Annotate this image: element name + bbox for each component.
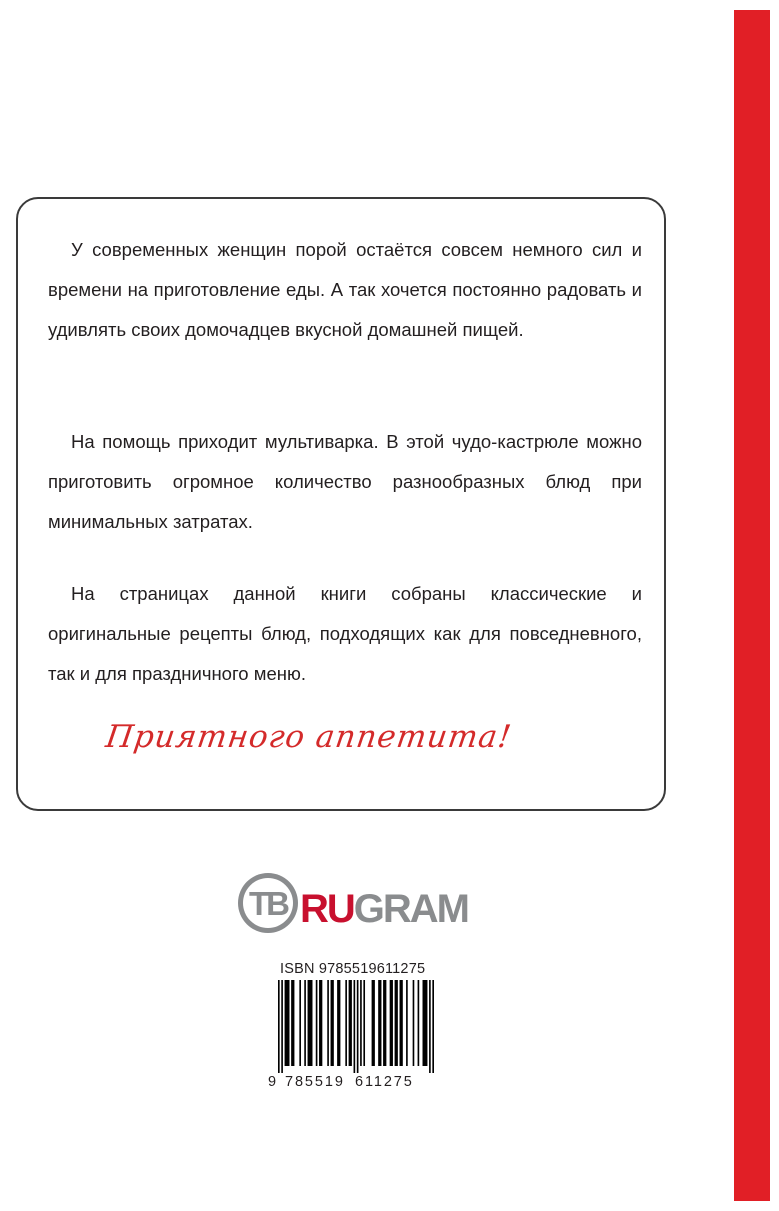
- annotation-paragraph-3: На страницах данной книги собраны классические и оригинальные рецепты блюд, подходящих как для повседневного, так и для праздничного меню.: [48, 583, 642, 684]
- barcode-bar: [423, 980, 428, 1066]
- barcode-bar: [400, 980, 403, 1066]
- barcode-bar: [299, 980, 301, 1066]
- barcode-bar: [360, 980, 362, 1066]
- barcode-bar: [383, 980, 386, 1066]
- annotation-paragraph-2: На помощь приходит мультиварка. В этой чудо-кастрюле можно приготовить огромное количество разнообразных блюд при минимальных затратах.: [48, 431, 642, 532]
- barcode-guard-bar: [354, 980, 356, 1073]
- isbn-barcode: [268, 980, 434, 1073]
- annotation-paragraph-1: У современных женщин порой остаётся совсем немного сил и времени на приготовление еды. А так хочется постоянно радовать и удивлять своих домочадцев вкусной домашней пищей.: [48, 239, 642, 340]
- spine-red-strip: [734, 10, 770, 1201]
- barcode-bar: [390, 980, 393, 1066]
- barcode-bar: [331, 980, 334, 1066]
- barcode-guard-bar: [429, 980, 431, 1073]
- barcode-bar: [406, 980, 408, 1066]
- barcode-bar: [363, 980, 365, 1066]
- annotation-box: [16, 197, 666, 811]
- barcode-bar: [327, 980, 329, 1066]
- signature-bon-appetit: Приятного аппетита!: [103, 719, 515, 755]
- barcode-digit-first: 9: [268, 1074, 277, 1090]
- barcode-bar: [349, 980, 352, 1066]
- logo-badge-letters: TB: [249, 885, 287, 922]
- barcode-bar: [413, 980, 415, 1066]
- barcode-bar: [319, 980, 322, 1066]
- barcode-bar: [395, 980, 398, 1066]
- barcode-bar: [304, 980, 306, 1066]
- barcode-bar: [291, 980, 294, 1066]
- isbn-label: ISBN 9785519611275: [280, 961, 426, 977]
- rugram-logo: [236, 870, 468, 936]
- barcode-bar: [285, 980, 290, 1066]
- barcode-guard-bar: [281, 980, 283, 1073]
- barcode-guard-bar: [278, 980, 280, 1073]
- barcode-digits: [268, 1074, 434, 1098]
- barcode-digits-right: 611275: [355, 1074, 414, 1090]
- barcode-bar: [345, 980, 347, 1066]
- barcode-bar: [308, 980, 313, 1066]
- barcode-guard-bar: [432, 980, 434, 1073]
- barcode-bar: [378, 980, 381, 1066]
- barcode-bar: [418, 980, 420, 1066]
- barcode-digits-left: 785519: [285, 1074, 345, 1090]
- barcode-bar: [372, 980, 375, 1066]
- barcode-bar: [316, 980, 318, 1066]
- barcode-guard-bar: [357, 980, 359, 1073]
- barcode-bar: [337, 980, 340, 1066]
- logo-wordmark: RUGRAM: [300, 887, 468, 931]
